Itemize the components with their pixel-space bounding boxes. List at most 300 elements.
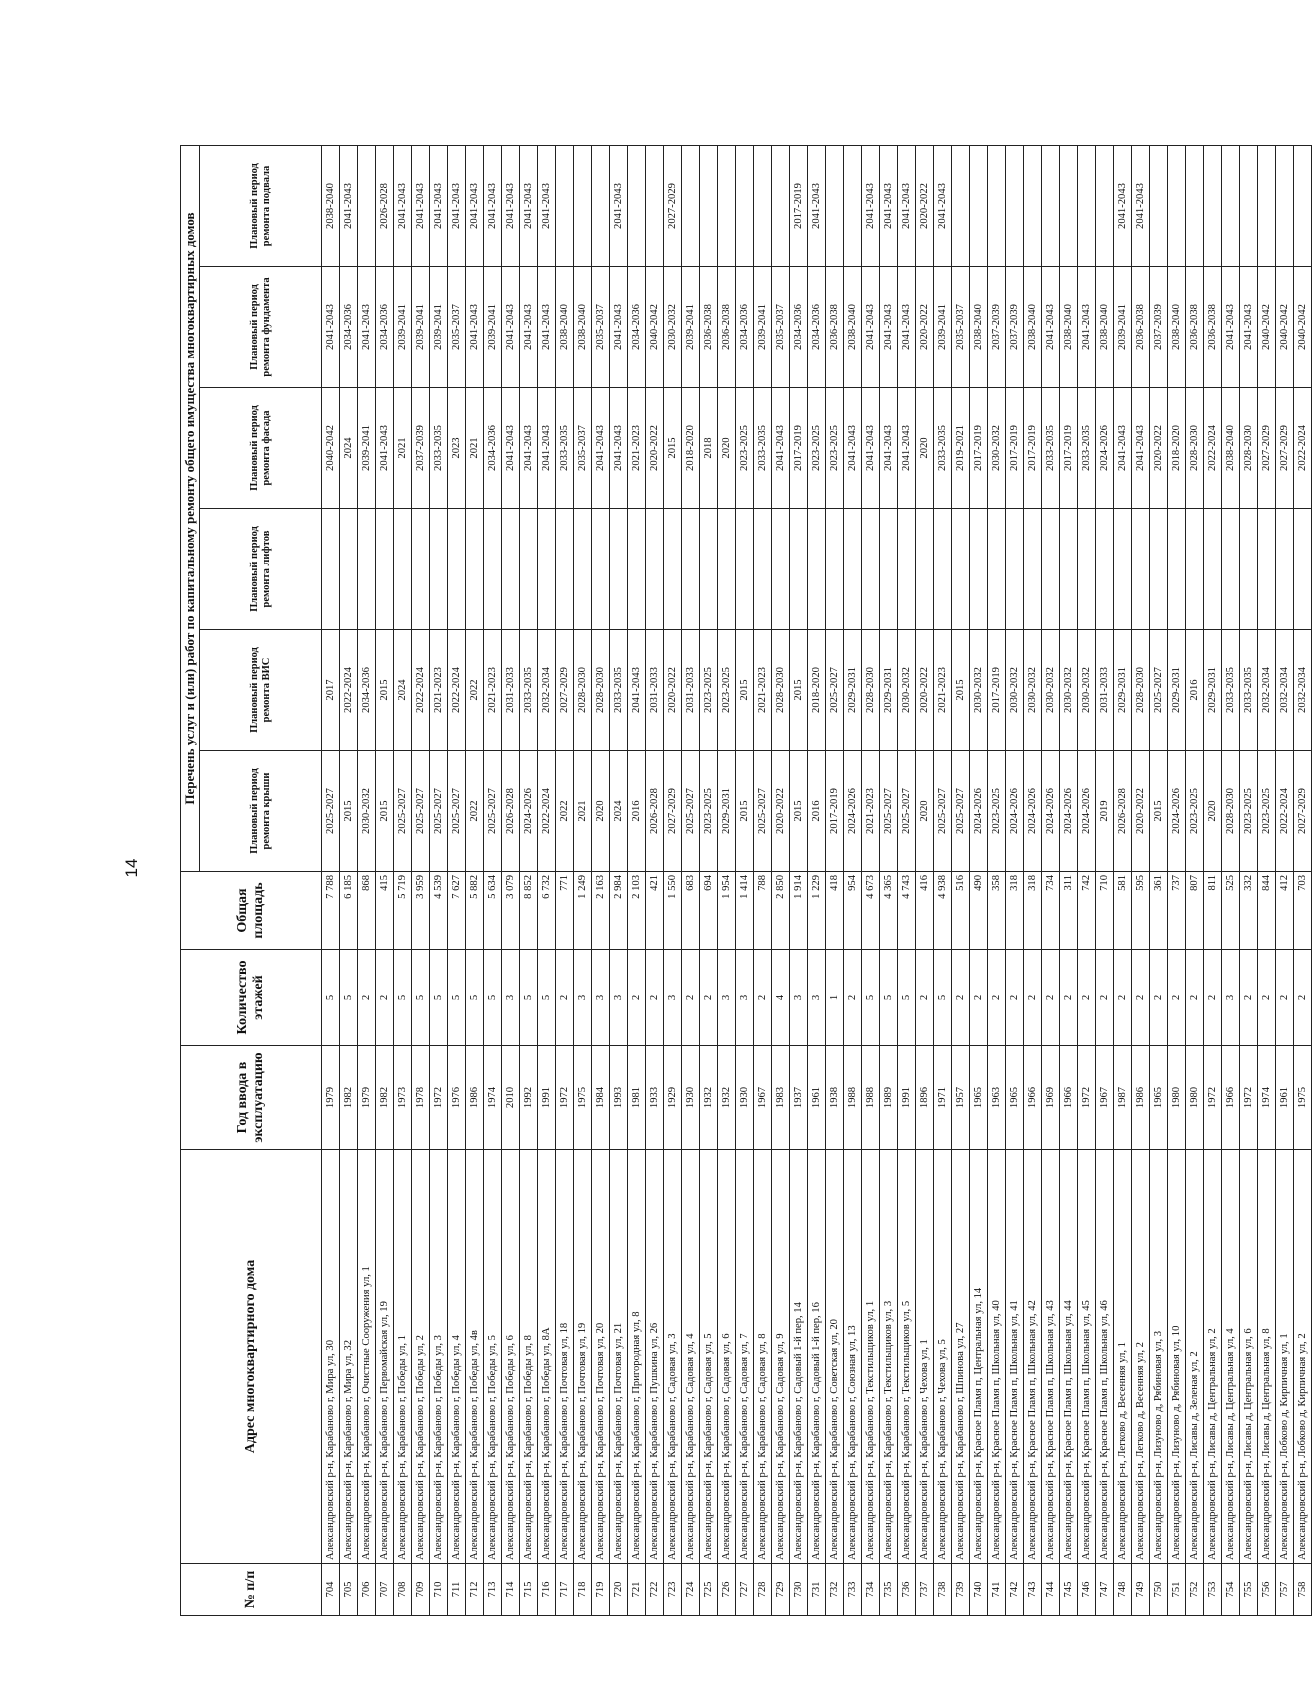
lift-period-cell [1258,509,1276,630]
year-cell: 1987 [1114,1046,1132,1150]
table-row [1276,146,1294,1616]
row-number-cell: 705 [340,1564,358,1616]
address-cell: Александровский р-н, Карабаново г, Текстильщиков ул, 1 [862,1150,880,1564]
address-cell: Александровский р-н, Красное Пламя п, Школьная ул, 41 [1006,1150,1024,1564]
table-row [412,146,430,1616]
area-cell: 358 [988,872,1006,950]
floors-cell: 2 [1042,950,1060,1046]
basement-period-cell: 2017-2019 [790,146,808,267]
basement-period-cell: 2020-2022 [916,146,934,267]
floors-cell: 5 [394,950,412,1046]
lift-period-cell [628,509,646,630]
table-row [916,146,934,1616]
header-year: Год ввода в эксплуатацию [181,1046,322,1150]
address-cell: Александровский р-н, Лисавы д, Центральная ул, 4 [1222,1150,1240,1564]
facade-period-cell: 2035-2037 [574,388,592,509]
basement-period-cell [736,146,754,267]
table-row [556,146,574,1616]
vis-period-cell: 2028-2030 [574,630,592,751]
row-number-cell: 737 [916,1564,934,1616]
header-works-group: Перечень услуг и (или) работ по капитальному ремонту общего имущества многоквартирных домов [181,146,200,872]
foundation-period-cell: 2035-2037 [772,267,790,388]
area-cell: 710 [1096,872,1114,950]
year-cell: 1957 [952,1046,970,1150]
row-number-cell: 756 [1258,1564,1276,1616]
area-cell: 1 229 [808,872,826,950]
roof-period-cell: 2015 [790,751,808,872]
foundation-period-cell: 2034-2036 [340,267,358,388]
area-cell: 7 788 [322,872,340,950]
table-row [1132,146,1150,1616]
roof-period-cell: 2015 [736,751,754,872]
row-number-cell: 758 [1294,1564,1312,1616]
floors-cell: 2 [1186,950,1204,1046]
table-row [862,146,880,1616]
vis-period-cell: 2028-2030 [862,630,880,751]
table-row [1078,146,1096,1616]
facade-period-cell: 2028-2030 [1186,388,1204,509]
row-number-cell: 710 [430,1564,448,1616]
roof-period-cell: 2025-2027 [898,751,916,872]
address-cell: Александровский р-н, Карабаново г, Садовая ул, 5 [700,1150,718,1564]
address-cell: Александровский р-н, Карабаново г, Текстильщиков ул, 5 [898,1150,916,1564]
year-cell: 1963 [988,1046,1006,1150]
row-number-cell: 726 [718,1564,736,1616]
table-row [1222,146,1240,1616]
lift-period-cell [610,509,628,630]
year-cell: 1974 [484,1046,502,1150]
foundation-period-cell: 2036-2038 [1204,267,1222,388]
floors-cell: 2 [754,950,772,1046]
foundation-period-cell: 2041-2043 [358,267,376,388]
area-cell: 6 732 [538,872,556,950]
area-cell: 416 [916,872,934,950]
roof-period-cell: 2025-2027 [484,751,502,872]
header-lift: Плановый период ремонта лифтов [200,509,322,630]
lift-period-cell [970,509,988,630]
lift-period-cell [502,509,520,630]
year-cell: 1972 [430,1046,448,1150]
lift-period-cell [880,509,898,630]
row-number-cell: 739 [952,1564,970,1616]
foundation-period-cell: 2038-2040 [970,267,988,388]
area-cell: 3 959 [412,872,430,950]
roof-period-cell: 2029-2031 [718,751,736,872]
facade-period-cell: 2017-2019 [1006,388,1024,509]
year-cell: 1972 [1240,1046,1258,1150]
floors-cell: 5 [880,950,898,1046]
foundation-period-cell: 2030-2032 [664,267,682,388]
foundation-period-cell: 2041-2043 [520,267,538,388]
address-cell: Александровский р-н, Красное Пламя п, Школьная ул, 46 [1096,1150,1114,1564]
table-row [628,146,646,1616]
vis-period-cell: 2017-2019 [988,630,1006,751]
vis-period-cell: 2032-2034 [1258,630,1276,751]
year-cell: 1965 [1150,1046,1168,1150]
facade-period-cell: 2019-2021 [952,388,970,509]
address-cell: Александровский р-н, Красное Пламя п, Школьная ул, 44 [1060,1150,1078,1564]
facade-period-cell: 2041-2043 [898,388,916,509]
vis-period-cell: 2021-2023 [934,630,952,751]
facade-period-cell: 2041-2043 [502,388,520,509]
basement-period-cell [1240,146,1258,267]
lift-period-cell [988,509,1006,630]
address-cell: Александровский р-н, Лисавы д, Центральная ул, 8 [1258,1150,1276,1564]
vis-period-cell: 2021-2023 [430,630,448,751]
facade-period-cell: 2034-2036 [484,388,502,509]
lift-period-cell [538,509,556,630]
row-number-cell: 718 [574,1564,592,1616]
basement-period-cell [556,146,574,267]
facade-period-cell: 2033-2035 [1078,388,1096,509]
area-cell: 415 [376,872,394,950]
header-area: Общая площадь [181,872,322,950]
facade-period-cell: 2030-2032 [988,388,1006,509]
lift-period-cell [1168,509,1186,630]
basement-period-cell [772,146,790,267]
facade-period-cell: 2020-2022 [646,388,664,509]
basement-period-cell: 2041-2043 [484,146,502,267]
address-cell: Александровский р-н, Лобково д, Кирпичная ул, 1 [1276,1150,1294,1564]
row-number-cell: 720 [610,1564,628,1616]
floors-cell: 2 [1006,950,1024,1046]
roof-period-cell: 2028-2030 [1222,751,1240,872]
facade-period-cell: 2041-2043 [376,388,394,509]
year-cell: 1993 [610,1046,628,1150]
lift-period-cell [1024,509,1042,630]
area-cell: 734 [1042,872,1060,950]
lift-period-cell [826,509,844,630]
vis-period-cell: 2030-2032 [1078,630,1096,751]
row-number-cell: 731 [808,1564,826,1616]
area-cell: 1 414 [736,872,754,950]
roof-period-cell: 2016 [808,751,826,872]
roof-period-cell: 2024-2026 [1006,751,1024,872]
year-cell: 1967 [1096,1046,1114,1150]
foundation-period-cell: 2036-2038 [826,267,844,388]
lift-period-cell [1204,509,1222,630]
area-cell: 742 [1078,872,1096,950]
address-cell: Александровский р-н, Карабаново г, Пушкина ул, 26 [646,1150,664,1564]
roof-period-cell: 2023-2025 [700,751,718,872]
table-row [448,146,466,1616]
roof-period-cell: 2020 [916,751,934,872]
year-cell: 1991 [538,1046,556,1150]
roof-period-cell: 2021 [574,751,592,872]
basement-period-cell [358,146,376,267]
table-row [520,146,538,1616]
facade-period-cell: 2017-2019 [970,388,988,509]
vis-period-cell: 2015 [376,630,394,751]
row-number-cell: 711 [448,1564,466,1616]
floors-cell: 5 [448,950,466,1046]
lift-period-cell [1294,509,1312,630]
roof-period-cell: 2026-2028 [1114,751,1132,872]
address-cell: Александровский р-н, Карабаново г, Садовая ул, 6 [718,1150,736,1564]
lift-period-cell [1240,509,1258,630]
facade-period-cell: 2024-2026 [1096,388,1114,509]
floors-cell: 2 [628,950,646,1046]
year-cell: 1982 [376,1046,394,1150]
table-row [484,146,502,1616]
year-cell: 1971 [934,1046,952,1150]
foundation-period-cell: 2038-2040 [556,267,574,388]
address-cell: Александровский р-н, Карабаново г, Победы ул, 4в [466,1150,484,1564]
foundation-period-cell: 2037-2039 [1006,267,1024,388]
address-cell: Александровский р-н, Карабаново г, Советская ул, 20 [826,1150,844,1564]
row-number-cell: 719 [592,1564,610,1616]
basement-period-cell [1258,146,1276,267]
roof-period-cell: 2026-2028 [646,751,664,872]
roof-period-cell: 2021-2023 [862,751,880,872]
floors-cell: 2 [916,950,934,1046]
foundation-period-cell: 2034-2036 [376,267,394,388]
foundation-period-cell: 2039-2041 [934,267,952,388]
basement-period-cell: 2041-2043 [430,146,448,267]
area-cell: 516 [952,872,970,950]
address-cell: Александровский р-н, Карабаново г, Садовый 1-й пер, 14 [790,1150,808,1564]
facade-period-cell: 2020 [916,388,934,509]
row-number-cell: 723 [664,1564,682,1616]
row-number-cell: 708 [394,1564,412,1616]
facade-period-cell: 2041-2043 [862,388,880,509]
area-cell: 811 [1204,872,1222,950]
foundation-period-cell: 2041-2043 [1222,267,1240,388]
year-cell: 1961 [808,1046,826,1150]
area-cell: 1 954 [718,872,736,950]
table-row [1294,146,1312,1616]
lift-period-cell [448,509,466,630]
basement-period-cell: 2041-2043 [412,146,430,267]
lift-period-cell [1222,509,1240,630]
facade-period-cell: 2033-2035 [934,388,952,509]
basement-period-cell [1060,146,1078,267]
address-cell: Александровский р-н, Карабаново г, Чехова ул, 5 [934,1150,952,1564]
area-cell: 6 185 [340,872,358,950]
basement-period-cell [592,146,610,267]
facade-period-cell: 2041-2043 [592,388,610,509]
basement-period-cell [1276,146,1294,267]
row-number-cell: 733 [844,1564,862,1616]
header-floors: Количество этажей [181,950,322,1046]
area-cell: 412 [1276,872,1294,950]
vis-period-cell: 2033-2035 [1222,630,1240,751]
foundation-period-cell: 2038-2040 [574,267,592,388]
year-cell: 1966 [1024,1046,1042,1150]
basement-period-cell: 2041-2043 [934,146,952,267]
address-cell: Александровский р-н, Карабаново г, Победы ул, 2 [412,1150,430,1564]
vis-period-cell: 2015 [952,630,970,751]
foundation-period-cell: 2041-2043 [1240,267,1258,388]
area-cell: 361 [1150,872,1168,950]
row-number-cell: 754 [1222,1564,1240,1616]
year-cell: 1984 [592,1046,610,1150]
basement-period-cell: 2041-2043 [538,146,556,267]
facade-period-cell: 2037-2039 [412,388,430,509]
address-cell: Александровский р-н, Карабаново г, Садовая ул, 3 [664,1150,682,1564]
floors-cell: 5 [538,950,556,1046]
address-cell: Александровский р-н, Легково д, Весенняя ул, 2 [1132,1150,1150,1564]
lift-period-cell [682,509,700,630]
address-cell: Александровский р-н, Карабаново г, Мира ул, 30 [322,1150,340,1564]
row-number-cell: 738 [934,1564,952,1616]
table-row [718,146,736,1616]
year-cell: 1930 [682,1046,700,1150]
facade-period-cell: 2041-2043 [610,388,628,509]
facade-period-cell: 2033-2035 [754,388,772,509]
lift-period-cell [358,509,376,630]
foundation-period-cell: 2039-2041 [754,267,772,388]
year-cell: 1980 [1168,1046,1186,1150]
roof-period-cell: 2027-2029 [664,751,682,872]
year-cell: 1989 [880,1046,898,1150]
row-number-cell: 734 [862,1564,880,1616]
facade-period-cell: 2039-2041 [358,388,376,509]
floors-cell: 5 [934,950,952,1046]
basement-period-cell [628,146,646,267]
floors-cell: 2 [970,950,988,1046]
table-row [1096,146,1114,1616]
facade-period-cell: 2041-2043 [538,388,556,509]
year-cell: 1969 [1042,1046,1060,1150]
table-row [898,146,916,1616]
row-number-cell: 748 [1114,1564,1132,1616]
vis-period-cell: 2024 [394,630,412,751]
area-cell: 703 [1294,872,1312,950]
area-cell: 2 103 [628,872,646,950]
area-cell: 5 882 [466,872,484,950]
facade-period-cell: 2041-2043 [844,388,862,509]
basement-period-cell [646,146,664,267]
row-number-cell: 727 [736,1564,754,1616]
basement-period-cell [1168,146,1186,267]
basement-period-cell: 2041-2043 [394,146,412,267]
basement-period-cell [1006,146,1024,267]
vis-period-cell: 2028-2030 [1132,630,1150,751]
lift-period-cell [1132,509,1150,630]
row-number-cell: 744 [1042,1564,1060,1616]
year-cell: 1973 [394,1046,412,1150]
table-row [664,146,682,1616]
table-row [466,146,484,1616]
vis-period-cell: 2031-2033 [502,630,520,751]
address-cell: Александровский р-н, Карабаново г, Победы ул, 3 [430,1150,448,1564]
lift-period-cell [1006,509,1024,630]
basement-period-cell [682,146,700,267]
vis-period-cell: 2027-2029 [556,630,574,751]
year-cell: 1965 [1006,1046,1024,1150]
year-cell: 1937 [790,1046,808,1150]
lift-period-cell [952,509,970,630]
roof-period-cell: 2025-2027 [394,751,412,872]
table-row [1042,146,1060,1616]
year-cell: 1979 [358,1046,376,1150]
roof-period-cell: 2025-2027 [952,751,970,872]
row-number-cell: 743 [1024,1564,1042,1616]
rotated-table-container [180,146,1308,1616]
floors-cell: 2 [376,950,394,1046]
foundation-period-cell: 2038-2040 [1096,267,1114,388]
basement-period-cell: 2041-2043 [862,146,880,267]
foundation-period-cell: 2039-2041 [484,267,502,388]
lift-period-cell [934,509,952,630]
vis-period-cell: 2032-2034 [538,630,556,751]
row-number-cell: 753 [1204,1564,1222,1616]
facade-period-cell: 2041-2043 [520,388,538,509]
floors-cell: 2 [1240,950,1258,1046]
address-cell: Александровский р-н, Лизуново д, Рябиновая ул, 10 [1168,1150,1186,1564]
facade-period-cell: 2022-2024 [1204,388,1222,509]
table-row [1150,146,1168,1616]
lift-period-cell [412,509,430,630]
address-cell: Александровский р-н, Красное Пламя п, Школьная ул, 45 [1078,1150,1096,1564]
basement-period-cell [988,146,1006,267]
facade-period-cell: 2021 [466,388,484,509]
vis-period-cell: 2028-2030 [592,630,610,751]
address-cell: Александровский р-н, Карабаново г, Садовая ул, 9 [772,1150,790,1564]
roof-period-cell: 2015 [376,751,394,872]
table-row [430,146,448,1616]
header-basement: Плановый период ремонта подвала [200,146,322,267]
table-row [358,146,376,1616]
facade-period-cell: 2040-2042 [322,388,340,509]
header-foundation: Плановый период ремонта фундамента [200,267,322,388]
vis-period-cell: 2020-2022 [664,630,682,751]
roof-period-cell: 2023-2025 [988,751,1006,872]
foundation-period-cell: 2020-2022 [916,267,934,388]
address-cell: Александровский р-н, Лисавы д, Зеленая ул, 2 [1186,1150,1204,1564]
foundation-period-cell: 2036-2038 [1132,267,1150,388]
area-cell: 332 [1240,872,1258,950]
area-cell: 844 [1258,872,1276,950]
facade-period-cell: 2020 [718,388,736,509]
roof-period-cell: 2027-2029 [1294,751,1312,872]
roof-period-cell: 2023-2025 [1186,751,1204,872]
table-row [844,146,862,1616]
year-cell: 1965 [970,1046,988,1150]
foundation-period-cell: 2038-2040 [1024,267,1042,388]
roof-period-cell: 2020-2022 [772,751,790,872]
foundation-period-cell: 2039-2041 [1114,267,1132,388]
foundation-period-cell: 2037-2039 [1150,267,1168,388]
row-number-cell: 751 [1168,1564,1186,1616]
area-cell: 2 984 [610,872,628,950]
roof-period-cell: 2020 [1204,751,1222,872]
facade-period-cell: 2017-2019 [1060,388,1078,509]
year-cell: 1981 [628,1046,646,1150]
vis-period-cell: 2029-2031 [880,630,898,751]
table-row [1024,146,1042,1616]
facade-period-cell: 2027-2029 [1276,388,1294,509]
table-row [826,146,844,1616]
table-body [322,146,1312,1616]
foundation-period-cell: 2041-2043 [322,267,340,388]
roof-period-cell: 2023-2025 [1240,751,1258,872]
address-cell: Александровский р-н, Карабаново г, Текстильщиков ул, 3 [880,1150,898,1564]
table-row [880,146,898,1616]
table-row [1114,146,1132,1616]
row-number-cell: 742 [1006,1564,1024,1616]
facade-period-cell: 2018-2020 [682,388,700,509]
area-cell: 7 627 [448,872,466,950]
table-row [700,146,718,1616]
basement-period-cell: 2041-2043 [898,146,916,267]
floors-cell: 2 [1060,950,1078,1046]
address-cell: Александровский р-н, Лисавы д, Центральная ул, 2 [1204,1150,1222,1564]
foundation-period-cell: 2038-2040 [1168,267,1186,388]
area-cell: 311 [1060,872,1078,950]
basement-period-cell: 2041-2043 [340,146,358,267]
